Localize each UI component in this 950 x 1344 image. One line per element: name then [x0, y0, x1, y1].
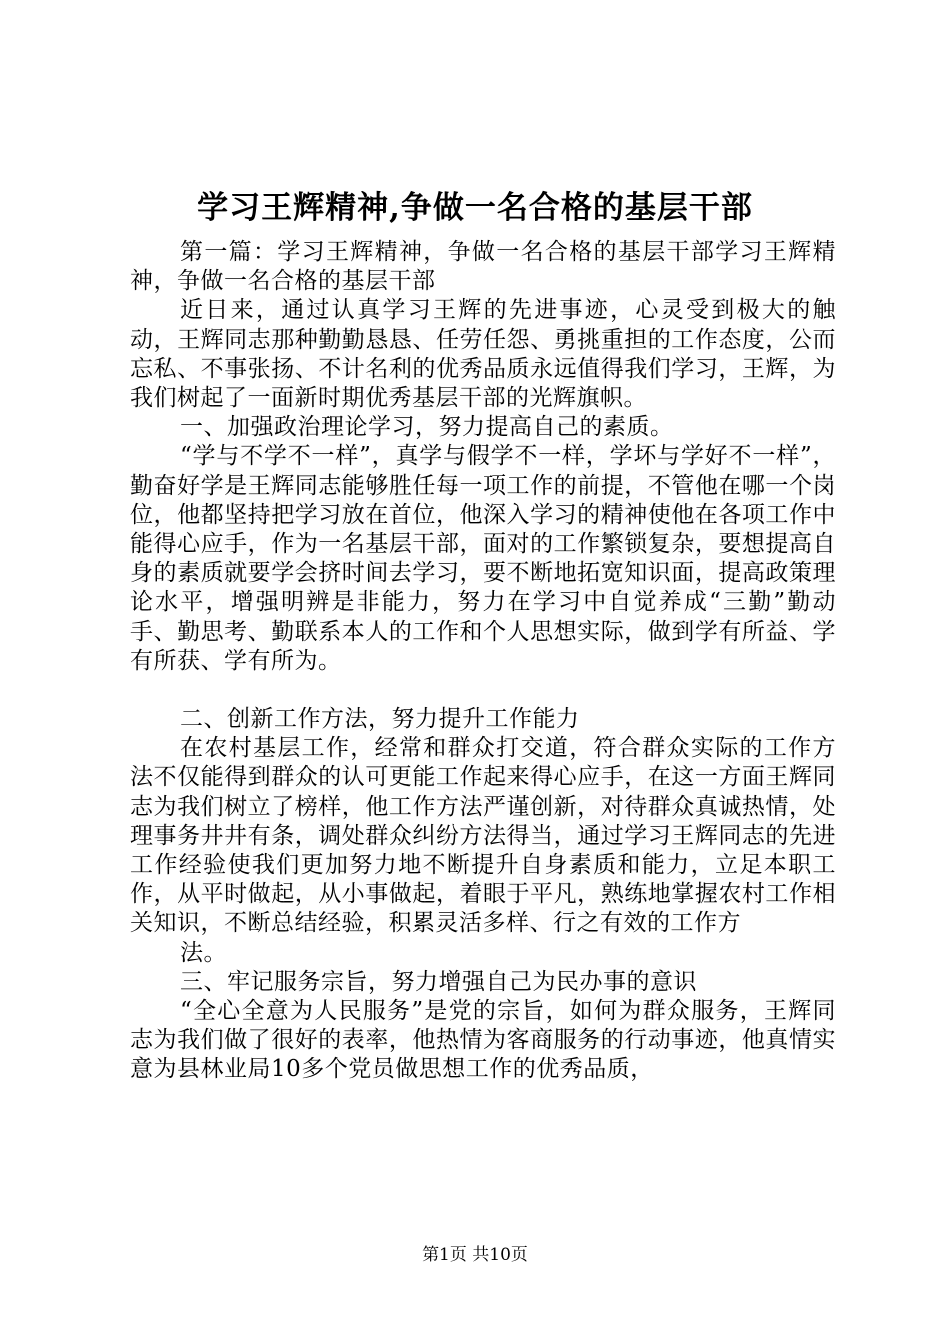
section-heading-1: 一、加强政治理论学习，努力提高自己的素质。	[180, 414, 674, 441]
paragraph-3: 在农村基层工作，经常和群众打交道，符合群众实际的工作方法不仅能得到群众的认可更能工作起来得心应手，在这一方面王辉同志为我们树立了榜样，他工作方法严谨创新，对待群众真诚热情，处理事务井井有条，调处群众纠纷方法得当，通过学习王辉同志的先进工作经验使我们更加努力地不断提升自身素质和能力，立足本职工作，从平时做起，从小事做起，着眼于平凡，熟练地掌握农村工作相关知识，不断总结经验，积累灵活多样、行之有效的工作方	[130, 735, 836, 937]
paragraph-gap	[130, 676, 836, 705]
paragraph-3-continuation: 法。	[180, 939, 227, 966]
paragraph-1: 近日来，通过认真学习王辉的先进事迹，心灵受到极大的触动，王辉同志那种勤勤恳恳、任劳任怨、勇挑重担的工作态度，公而忘私、不事张扬、不计名利的优秀品质永远值得我们学习，王辉，为我们树起了一面新时期优秀基层干部的光辉旗帜。	[130, 297, 836, 412]
paragraph-2: “学与不学不一样”，真学与假学不一样，学坏与学好不一样”，勤奋好学是王辉同志能够胜任每一项工作的前提，不管他在哪一个岗位，他都坚持把学习放在首位，他深入学习的精神使他在各项工作中能得心应手，作为一名基层干部，面对的工作繁锁复杂，要想提高自身的素质就要学会挤时间去学习，要不断地拓宽知识面，提高政策理论水平，增强明辨是非能力，努力在学习中自觉养成“三勤”勤动手、勤思考、勤联系本人的工作和个人思想实际，做到学有所益、学有所获、学有所为。	[130, 443, 836, 674]
page-number-footer: 第1页 共10页	[422, 1245, 528, 1265]
paragraph-4: “全心全意为人民服务”是党的宗旨，如何为群众服务，王辉同志为我们做了很好的表率，他热情为客商服务的行动事迹，他真情实意为县林业局10多个党员做思想工作的优秀品质，	[130, 998, 836, 1083]
section-heading-2: 二、创新工作方法，努力提升工作能力	[180, 706, 580, 733]
section-heading-3: 三、牢记服务宗旨，努力增强自己为民办事的意识	[180, 968, 697, 995]
document-title: 学习王辉精神,争做一名合格的基层干部	[197, 190, 753, 226]
document-body	[130, 238, 836, 1085]
paragraph-intro: 第一篇：学习王辉精神，争做一名合格的基层干部学习王辉精神，争做一名合格的基层干部	[130, 239, 836, 295]
